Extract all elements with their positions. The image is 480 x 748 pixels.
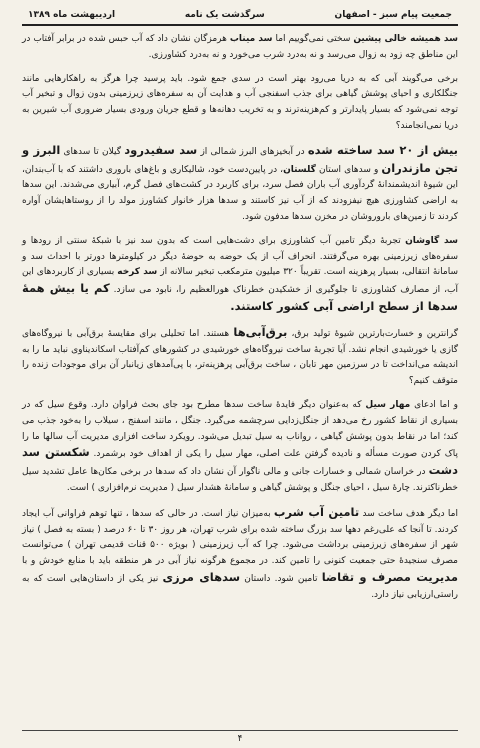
- body-text: هستند. اما تحلیلی برای مقایسهٔ برق‌آبی با نیروگاه‌های گازی یا خورشیدی انجام نشد. آیا تجربهٔ ساخت نیروگاه‌های خورشیدی در کشورهای کم‌آفتاب اسکاندیناوی نباید ما را به اندیشه می‌انداخت تا در سرزمین مهر تابان ، ساخت برق‌آبی پرهزینه‌تر، با پی‌آمدهای زیانبار آن برای موجودات زنده را متوقف کنیم؟: [22, 328, 458, 387]
- emphasis-text: برق‌آبی‌ها: [233, 324, 288, 339]
- emphasis-text: سد کرخه: [117, 267, 158, 278]
- body-text: و سدهای استان: [315, 164, 382, 175]
- emphasis-text: شکستن سد دشت: [22, 445, 458, 478]
- emphasis-text: سد میناب: [229, 34, 273, 44]
- paragraph: [22, 234, 458, 317]
- header-organization: جمعیت پیام سبز - اصفهان: [334, 10, 452, 20]
- body-text: برخی می‌گویند آبی که به دریا می‌رود بهتر است در سدی جمع شود. باید پرسید چرا هرگز به راهکارهایی مانند جنگلکاری و احیای پوشش گیاهی برای جذب اسفنجی آب و هدایت آن به سفره‌های زیرزمینی بدون زوال و تبخیر آب توجه نمی‌شود که بسیار پایدارتر و کم‌هزینه‌ترند و به تخریب دهانه‌ها و قطع جریان ورودی بسیار ضروری آب شیرین به دریا نمی‌انجامند؟: [22, 73, 458, 131]
- emphasis-text: مدیریت مصرف و تقاضا: [321, 569, 458, 584]
- header-title: سرگذشت یک نامه: [184, 10, 265, 20]
- emphasis-text: سدهای مرزی: [162, 569, 241, 584]
- body-text: تجربهٔ دیگر تامین آب کشاورزی برای دشت‌هایی است که بدون سد نیز با شبکهٔ سنتی از رودها و سفره‌های زیرزمینی بهره می‌گرفتند. انحراف آب از یک حوضه به حوضهٔ دیگر در کیلومترها دورتر با احداث سد و سامانهٔ انتقالی، بسیار پرهزینه است. تقریباً ۳۲۰ میلیون مترمکعب تبخیر سالانه از: [22, 235, 458, 278]
- emphasis-text: بیش از ۲۰ سد ساخته شده: [307, 142, 458, 157]
- body-text: بسیاری از کاربردهای این آب، از مصارف کشاورزی تا جلوگیری از خشکیدن خطرناک هورالعظیم را، نابود می سازد.: [22, 267, 459, 296]
- body-text: هرمزگان نشان داد که آب حبس شده در برابر آفتاب در این مناطق چه زود به زوال می‌رسد و نه به‌درد شرب می‌خورد و نه به‌درد کشاورزی.: [22, 34, 458, 60]
- paragraph: [22, 143, 458, 226]
- emphasis-text: کم یا بیش همهٔ سدها از سطح اراضی آبی کشور کاستند.: [22, 281, 458, 313]
- body-text: به‌میزان نیاز است. در حالی که سدها ، تنها توهم فراوانی آب ایجاد کردند. تا آنجا که علی‌رغم دهها سد بزرگ ساخته شده برای شرب تهران، هر روز ۳۰ تا ۶۰ درصد ( بسته به فصل ) نیاز شهر از سفره‌های زیرزمینی برداشت می‌شود. چرا که آب زیرزمینی ( بویژه ۵۰۰ قنات قدیمی تهران ) می‌توانست مصرف سنجیدهٔ حتی جمعیت کنونی را تامین کند. در مجموع هرگونه نیاز آبی در هر منطقه باید با منابع خودش و با: [22, 508, 459, 567]
- body-text: اما دیگر هدف ساخت سد: [359, 508, 458, 519]
- page-footer: [22, 730, 458, 744]
- emphasis-text: سد گاوشان: [405, 235, 458, 246]
- body-text: سختی نمی‌گوییم اما: [272, 34, 354, 44]
- emphasis-text: تامین آب شرب: [273, 504, 360, 519]
- body-text: که به‌عنوان دیگر فایدهٔ ساخت سدها مطرح بود جای بحث فراوان دارد. وقوع سیل که در بسیاری از نقاط کشور رخ می‌دهد از جنگل‌زدایی سرچشمه می‌گیرد. جنگل ، مانند اسفنج ، سیلاب را به‌خود جذب می کند؛ اما در نقاط بدون پوشش گیاهی ، رواناب به سیل تبدیل می‌شود. رویکرد ساخت افزاری مدیریت آب سالها ما را پاک کردن صورت مسأله و نادیده گرفتن علت اصلی، مهار سیل را یکی از اهداف خود برشمرد.: [22, 399, 458, 460]
- paragraph: [22, 72, 458, 135]
- page-number: ۴: [237, 734, 243, 744]
- body-text: گرانترین و خسارت‌بارترین شیوهٔ تولید برق،: [287, 328, 458, 339]
- body-text: ، در پایین‌دست خود، شالیکاری و باغ‌های باروری داشتند که با آب‌بندان، این شیوهٔ اندیشمندانهٔ گردآوری آب باران فصل سرد، برای کاربرد در کشت‌های فصل گرم، آبیاری می‌شدند. این سدها به اراضی کشاورزی هیچ نیفزودند که از آب نیز کاستند و سدها هزار خانوار کشاورز مولد را از روستاهایشان آواره کردند تا زمین‌های باروروشان در مخزن سدها مدفون شود.: [22, 164, 458, 222]
- page-header: [22, 8, 458, 26]
- paragraph: [22, 32, 458, 64]
- body-text: و اما ادعای: [410, 399, 459, 410]
- document-body: [22, 32, 458, 604]
- emphasis-text: البرز و تجن مازندران: [22, 142, 458, 175]
- body-text: نیز یکی از داستان‌هایی است که به راستی‌ارزیابی نیاز دارد.: [22, 573, 458, 600]
- emphasis-text: سد سفیدرود: [124, 142, 198, 157]
- paragraph: [22, 505, 458, 604]
- emphasis-text: گلستان: [283, 164, 316, 175]
- paragraph: [22, 325, 458, 390]
- header-date: اردیبهشت ماه ۱۳۸۹: [28, 10, 116, 20]
- emphasis-text: سد همیشه خالی پیشین: [353, 34, 458, 44]
- body-text: تامین شود. داستان: [240, 573, 322, 584]
- paragraph: [22, 398, 458, 497]
- body-text: در خراسان شمالی و خسارات جانی و مالی ناگوار آن نشان داد که سدها در برخی مکان‌ها عامل تشدید سیل خطرناکترند. چارهٔ سیل ، احیای جنگل و پوشش گیاهی و سامانهٔ هشدار سیل ( مدیریت نرم‌افزاری ) است.: [22, 467, 458, 493]
- emphasis-text: مهار سیل: [365, 399, 411, 410]
- body-text: در آبخیزهای البرز شمالی از: [197, 146, 308, 157]
- body-text: گیلان تا سدهای: [60, 146, 125, 157]
